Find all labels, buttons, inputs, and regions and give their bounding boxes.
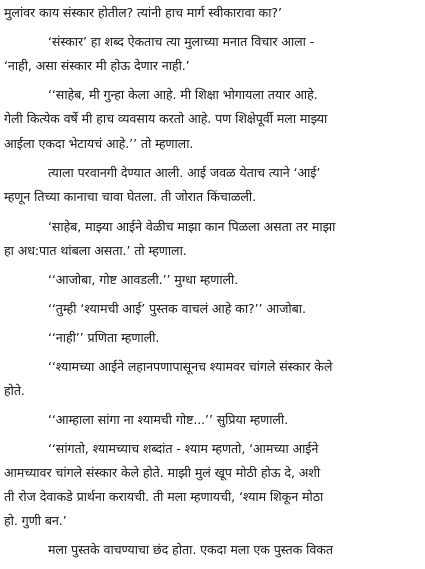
- paragraph-line: आमच्यावर चांगले संस्कार केले होते. माझी मुलं खूप मोठी होऊ दे, अशी: [4, 465, 321, 480]
- paragraph-line: ‘‘आम्हाला सांगा ना श्यामची गोष्ट...’’ सुप्रिया म्हणाली.: [48, 412, 289, 427]
- paragraph-line: ती रोज देवाकडे प्रार्थना करायची. ती मला म्हणायची, ‘श्याम शिकून मोठा: [4, 489, 324, 504]
- paragraph-line: ‘‘तुम्ही ‘श्यामची आई’ पुस्तक वाचलं आहे का?’’ आजोबा.: [48, 301, 306, 316]
- paragraph-line: ‘संस्कार’ हा शब्द ऐकताच त्या मुलाच्या मनात विचार आला -: [48, 34, 315, 49]
- paragraph-line: ‘साहेब, माझ्या आईने वेळीच माझा कान पिळला असता तर माझा: [48, 219, 336, 234]
- paragraph-line: गेली कित्येक वर्षे मी हाच व्यवसाय करतो आहे. पण शिक्षेपूर्वी मला माझ्या: [4, 111, 328, 126]
- paragraph-line: ‘‘साहेब, मी गुन्हा केला आहे. मी शिक्षा भोगायला तयार आहे.: [48, 87, 318, 102]
- paragraph-line: म्हणून तिच्या कानाचा चावा घेतला. ती जोरात किंचाळली.: [4, 189, 256, 204]
- paragraph-line: ‘‘नाही’’ प्रणिता म्हणाली.: [48, 330, 160, 345]
- paragraph-line: ‘‘सांगतो, श्यामच्याच शब्दांत - श्याम म्हणतो, ‘आमच्या आईने: [48, 441, 319, 456]
- paragraph-line: होते.: [4, 383, 25, 398]
- paragraph-line: ‘‘आजोबा, गोष्ट आवडली.’’ मुग्धा म्हणाली.: [48, 272, 239, 287]
- paragraph-line: मुलांवर काय संस्कार होतील? त्यांनी हाच मार्ग स्वीकारावा का?’: [4, 5, 282, 20]
- paragraph-line: ‘नाही, असा संस्कार मी होऊ देणार नाही.’: [4, 58, 190, 73]
- paragraph-line: हो. गुणी बन.’: [4, 513, 67, 528]
- paragraph-line: मला पुस्तके वाचण्याचा छंद होता. एकदा मला एक पुस्तक विकत: [48, 542, 333, 557]
- text-page: [4, 0, 420, 569]
- paragraph-line: आईला एकदा भेटायचं आहे.’’ तो म्हणाला.: [4, 136, 194, 151]
- paragraph-line: हा अध:पात थांबला असता.’ तो म्हणाला.: [4, 243, 187, 258]
- paragraph-line: त्याला परवानगी देण्यात आली. आई जवळ येताच त्याने ‘आई’: [48, 165, 321, 180]
- paragraph-line: ‘‘श्यामच्या आईने लहानपणापासूनच श्यामवर चांगले संस्कार केले: [48, 359, 333, 374]
